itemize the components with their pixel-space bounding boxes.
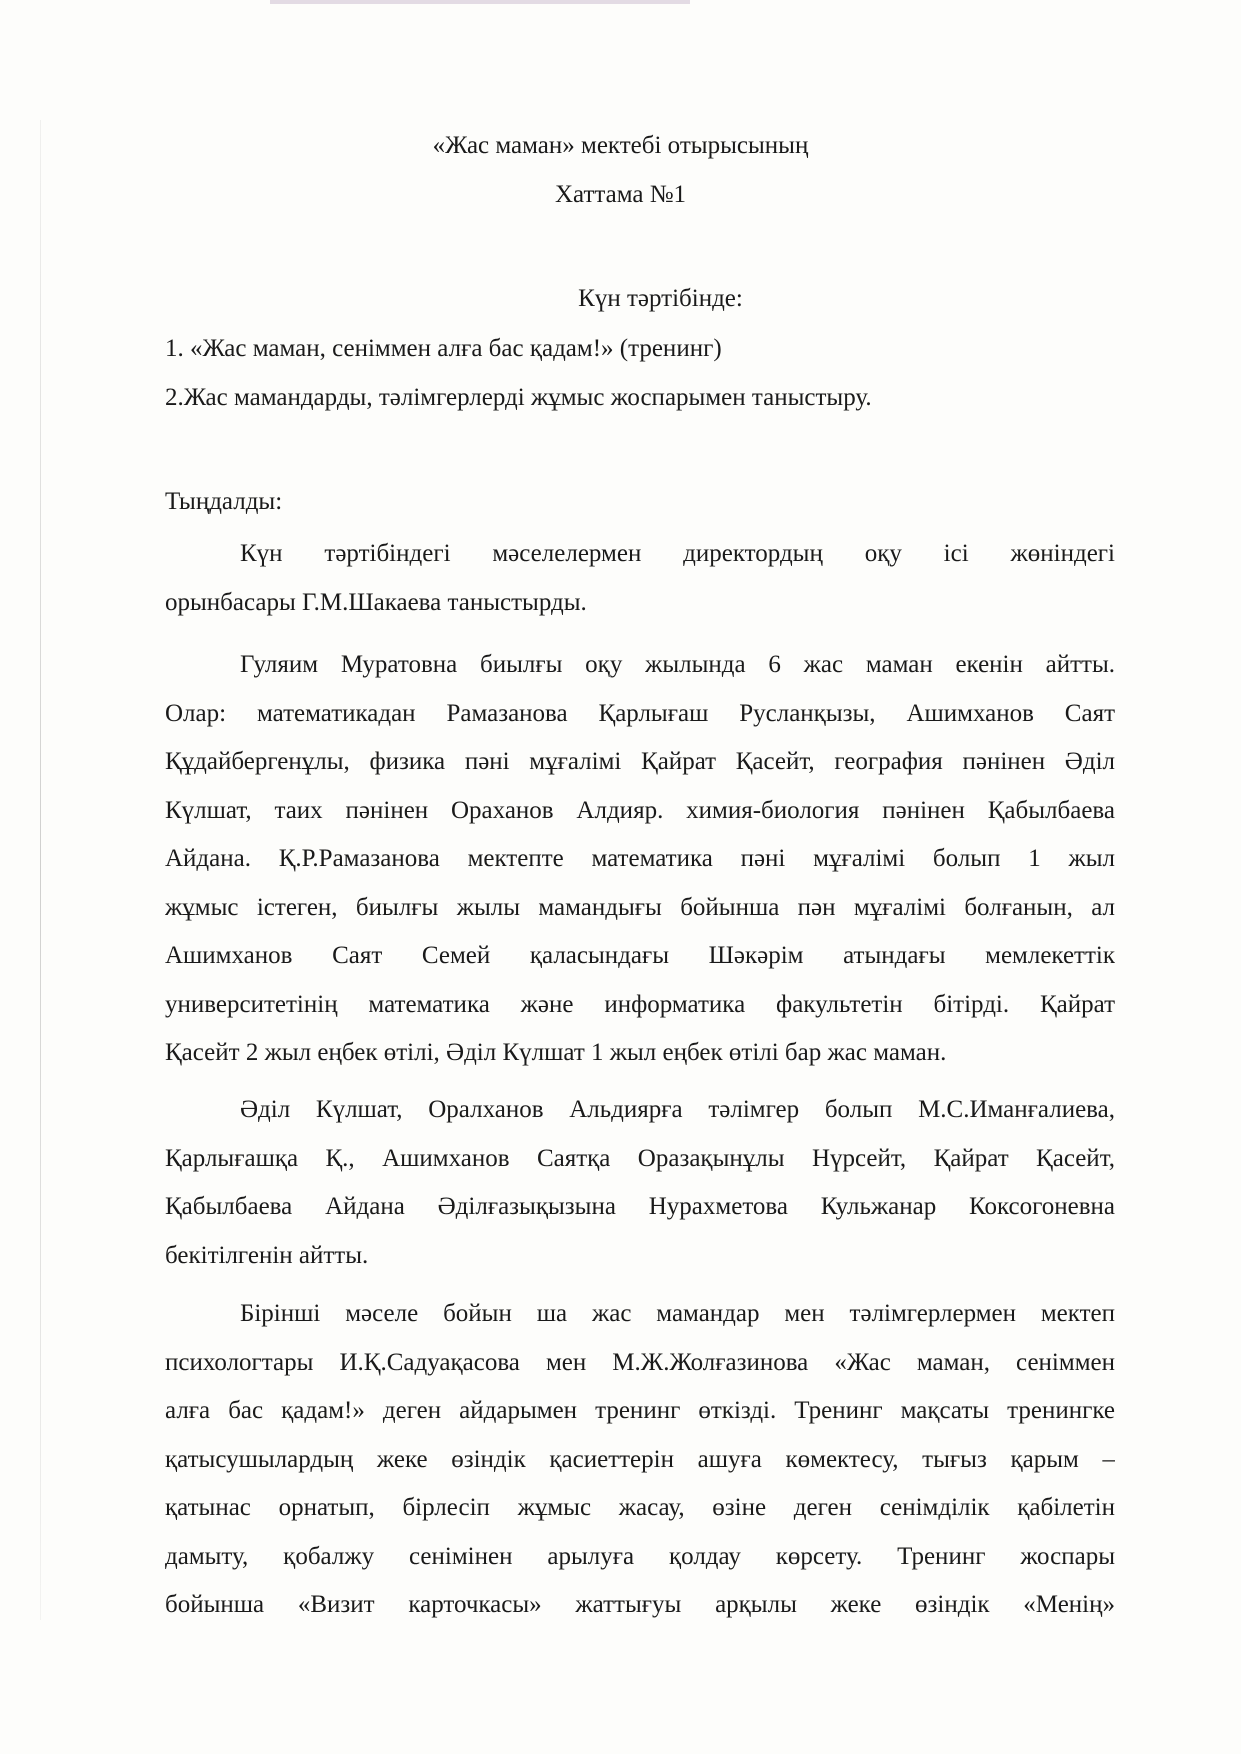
paragraph-line: бойынша «Визит карточкасы» жаттығуы арқылы жеке өзіндік «Менің»	[165, 1591, 1115, 1618]
protocol-number: Хаттама №1	[554, 181, 687, 208]
paragraph-line: Күлшат, таих пәнінен Ораханов Алдияр. химия-биология пәнінен Қабылбаева	[165, 796, 1115, 824]
paragraph-line: Гуляим Муратовна биылғы оқу жылында 6 жас маман екенін айтты.	[240, 651, 1115, 678]
paragraph-line: қатысушылардың жеке өзіндік қасиеттерін ашуға көмектесу, тығыз қарым –	[165, 1445, 1115, 1473]
paragraph-2	[165, 641, 1115, 1078]
paragraph-line: Ашимханов Саят Семей қаласындағы Шәкәрім атындағы мемлекеттік	[165, 942, 1115, 969]
paragraph-4	[165, 1290, 1115, 1630]
paragraph-line: Күн тәртібіндегі мәселелермен директордың оқу ісі жөніндегі	[240, 540, 1115, 567]
paragraph-line: алға бас қадам!» деген айдарымен тренинг өткізді. Тренинг мақсаты тренингке	[165, 1397, 1115, 1424]
paragraph-line: жұмыс істеген, биылғы жылы мамандығы бойынша пән мұғалімі болғанын, ал	[165, 893, 1115, 921]
paragraph-line: Әділ Күлшат, Оралханов Альдиярға тәлімгер болып М.С.Иманғалиева,	[240, 1096, 1115, 1123]
agenda-title: Күн тәртібінде:	[578, 285, 743, 312]
heard-label: Тыңдалды:	[165, 488, 283, 515]
paragraph-line: университетінің математика және информатика факультетін бітірді. Қайрат	[165, 990, 1115, 1018]
paragraph-line: Құдайбергенұлы, физика пәні мұғалімі Қайрат Қасейт, география пәнінен Әділ	[165, 748, 1115, 775]
scan-edge	[40, 120, 41, 1620]
document-title: «Жас маман» мектебі отырысының	[432, 132, 809, 159]
paragraph-line: психологтары И.Қ.Садуақасова мен М.Ж.Жолғазинова «Жас маман, сеніммен	[165, 1348, 1115, 1376]
agenda-item-2: 2.Жас мамандарды, тәлімгерлерді жұмыс жоспарымен таныстыру.	[165, 384, 872, 411]
paragraph-line: қатынас орнатып, бірлесіп жұмыс жасау, өзіне деген сенімділік қабілетін	[165, 1494, 1115, 1521]
paragraph-line: Қасейт 2 жыл еңбек өтілі, Әділ Күлшат 1 жыл еңбек өтілі бар жас маман.	[165, 1039, 947, 1066]
paragraph-line: дамыту, қобалжу сенімінен арылуға қолдау көрсету. Тренинг жоспары	[165, 1542, 1115, 1570]
paragraph-line: бекітілгенін айтты.	[165, 1241, 369, 1269]
paragraph-line: Айдана. Қ.Р.Рамазанова мектепте математика пәні мұғалімі болып 1 жыл	[165, 845, 1115, 872]
paragraph-line: орынбасары Г.М.Шакаева таныстырды.	[165, 588, 587, 616]
agenda-item-1: 1. «Жас маман, сеніммен алға бас қадам!» (тренинг)	[165, 335, 722, 362]
paragraph-1	[165, 530, 1115, 627]
paragraph-line: Қарлығашқа Қ., Ашимханов Саятқа Оразақынұлы Нүрсейт, Қайрат Қасейт,	[165, 1144, 1115, 1172]
paragraph-line: Олар: математикадан Рамазанова Қарлығаш Русланқызы, Ашимханов Саят	[165, 699, 1115, 727]
paragraph-line: Қабылбаева Айдана Әділғазықызына Нурахметова Кульжанар Коксогоневна	[165, 1193, 1115, 1220]
scan-smudge	[270, 0, 690, 4]
paragraph-line: Бірінші мәселе бойын ша жас мамандар мен тәлімгерлермен мектеп	[240, 1300, 1115, 1327]
paragraph-3	[165, 1086, 1115, 1280]
